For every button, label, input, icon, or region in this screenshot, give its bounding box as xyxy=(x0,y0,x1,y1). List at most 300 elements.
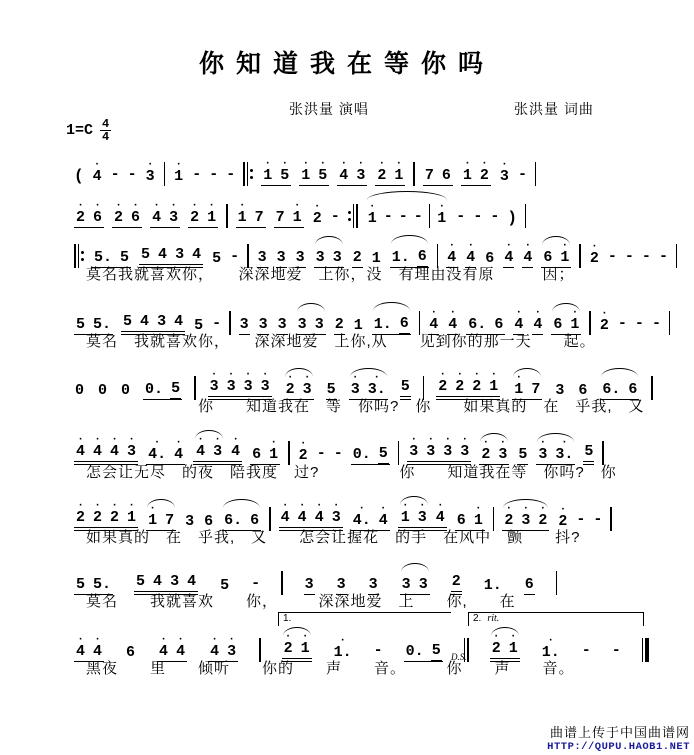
repeat-dot xyxy=(348,211,351,214)
slur-arc xyxy=(283,627,311,636)
repeat-dot xyxy=(250,176,253,179)
note: 5 xyxy=(518,446,528,463)
note: · 2 xyxy=(479,158,489,184)
note: 3 xyxy=(332,249,342,266)
note: 4 xyxy=(158,246,168,263)
barline-stroke xyxy=(669,311,671,335)
lyric-line-9: 黑夜 里 倾听 你的 声 音。 你 声 音。 xyxy=(86,660,575,677)
note: 6 xyxy=(485,250,495,267)
notation-line-1 xyxy=(74,152,536,186)
note: 6 xyxy=(126,644,136,661)
repeat-dot xyxy=(81,258,84,261)
note: · 6 xyxy=(93,200,103,226)
barline-stroke xyxy=(413,162,415,186)
beam-group xyxy=(375,158,405,186)
barline xyxy=(413,162,415,186)
octave-dot: · xyxy=(175,437,182,449)
note: · 3 xyxy=(498,437,508,463)
note: · 5 xyxy=(280,158,290,184)
note: · 1 xyxy=(394,158,404,184)
note: · 3 xyxy=(460,434,470,460)
octave-dot: · xyxy=(94,500,101,512)
slur-arc xyxy=(367,191,448,200)
note: 5 xyxy=(400,378,411,400)
octave-dot: · xyxy=(132,200,139,212)
note: 5 xyxy=(136,573,146,590)
site-name: 曲谱上传于中国曲谱网 xyxy=(549,725,690,740)
octave-dot: · xyxy=(299,438,307,450)
note: 6 xyxy=(252,446,262,463)
note: · 3 xyxy=(243,369,253,395)
octave-dot: · xyxy=(232,434,239,446)
note: · 3 xyxy=(499,159,509,185)
octave-dot: · xyxy=(505,503,513,515)
note: 5 xyxy=(76,576,86,593)
note: · 4 xyxy=(196,434,206,460)
note: · 2 xyxy=(190,200,200,226)
slur-arc xyxy=(373,302,410,311)
note: · 4 xyxy=(466,240,476,266)
note: · 2 xyxy=(491,631,501,657)
note: · 3 xyxy=(443,434,453,460)
octave-dot: · xyxy=(111,434,118,446)
repeat-dot xyxy=(348,218,351,221)
barline xyxy=(164,162,166,186)
octave-dot: · xyxy=(559,504,567,516)
barline xyxy=(226,204,228,228)
slur-arc xyxy=(350,368,387,377)
octave-dot: · xyxy=(438,201,446,213)
duration-dash: - xyxy=(127,166,137,183)
volta-1-label: 1. xyxy=(283,613,292,624)
note: · 1 xyxy=(570,307,580,333)
repeat-dot xyxy=(250,169,253,172)
octave-dot: · xyxy=(357,158,365,170)
note: 4 xyxy=(174,313,184,330)
note: 3 xyxy=(277,316,287,333)
note: · 3 xyxy=(227,634,237,660)
duration-dash: - xyxy=(330,208,340,225)
octave-dot: · xyxy=(449,307,457,319)
note: 5 xyxy=(583,443,594,465)
octave-dot: · xyxy=(534,307,542,319)
note: 3 xyxy=(175,246,185,263)
octave-dot: · xyxy=(481,158,488,170)
note: 3 xyxy=(401,576,411,593)
site-url: HTTP://QUPU.HAOB1.NET xyxy=(547,741,690,753)
barline-stroke xyxy=(243,162,245,186)
duration-dash: - xyxy=(607,248,617,265)
beam-group xyxy=(299,158,329,186)
barline-stroke xyxy=(525,204,527,228)
note: · 4 xyxy=(435,500,445,526)
note: 4 xyxy=(192,246,202,263)
note: · 1 xyxy=(462,158,472,184)
page-title: 你知道我在等你吗 xyxy=(198,51,495,78)
note: · 4 xyxy=(76,434,86,460)
beam-group xyxy=(261,158,291,186)
note: · 4 xyxy=(280,500,290,526)
note: · 4 xyxy=(92,159,102,185)
note: 7 xyxy=(424,167,434,184)
octave-dot: · xyxy=(77,200,84,212)
meter-bottom: 4 xyxy=(102,130,110,144)
octave-dot: · xyxy=(591,241,598,253)
octave-dot: · xyxy=(430,307,438,319)
beam-group xyxy=(74,200,104,228)
note: · 4 xyxy=(378,503,388,529)
slur-arc xyxy=(552,303,580,312)
composer-credit: 张洪量 词曲 xyxy=(514,101,594,117)
octave-dot: · xyxy=(281,500,289,512)
note: · 2 xyxy=(558,504,568,530)
barline-stroke xyxy=(610,507,612,531)
note: 3 xyxy=(555,382,565,399)
note: 5. xyxy=(94,249,113,266)
lyric-line-7: 如果真的 在 乎我, 又 怎会让握花 的手 在风中 颤 抖? xyxy=(86,529,581,546)
duration-dash: - xyxy=(593,511,603,528)
note: · 4 xyxy=(339,158,349,184)
note: · 4 xyxy=(152,200,162,226)
octave-dot: · xyxy=(153,437,161,449)
note: · 3 xyxy=(226,369,236,395)
note: · 2 xyxy=(114,200,124,226)
slur-arc xyxy=(297,303,325,312)
note: 1 xyxy=(353,317,363,334)
note: 3 xyxy=(368,576,378,593)
note: · 3 xyxy=(350,372,360,398)
octave-dot: · xyxy=(313,201,321,213)
note: · 4 xyxy=(176,634,186,660)
octave-dot: · xyxy=(539,503,547,515)
note: 6 xyxy=(250,512,260,529)
beam-group xyxy=(112,200,142,228)
note: 3 xyxy=(185,513,195,530)
octave-dot: · xyxy=(319,158,327,170)
octave-dot: · xyxy=(464,158,471,170)
slur-arc xyxy=(601,368,638,377)
note: · 4 xyxy=(447,240,457,266)
beam-group xyxy=(274,200,304,228)
note: 3 xyxy=(336,576,346,593)
barline-stroke xyxy=(676,244,678,268)
slur-arc xyxy=(480,433,508,442)
octave-dot: · xyxy=(149,503,156,515)
duration-dash: - xyxy=(624,248,634,265)
octave-dot: · xyxy=(298,500,306,512)
note: · 4 xyxy=(314,500,324,526)
note: 5. xyxy=(93,316,112,333)
note: 5 xyxy=(431,642,441,659)
note: 6 xyxy=(399,315,409,332)
rit-mark: rit. xyxy=(487,613,500,624)
note: 5 xyxy=(76,316,86,333)
octave-dot: · xyxy=(93,159,101,171)
note: · 3. xyxy=(555,437,574,463)
note: · 1. xyxy=(333,635,352,661)
note: · 1 xyxy=(301,158,311,184)
octave-dot: · xyxy=(94,434,101,446)
beam-group xyxy=(150,200,180,228)
octave-dot: · xyxy=(571,307,579,319)
duration-dash: - xyxy=(398,208,408,225)
octave-dot: · xyxy=(214,434,221,446)
repeat-dots xyxy=(250,163,253,185)
octave-dot: · xyxy=(439,369,447,381)
barline-stroke xyxy=(642,638,644,662)
octave-dot: · xyxy=(77,500,84,512)
slur-arc xyxy=(223,499,260,508)
note: 5 xyxy=(378,445,388,462)
octave-dot: · xyxy=(501,159,508,171)
octave-dot: · xyxy=(339,635,346,647)
note: · 2 xyxy=(285,372,295,398)
duration-dash: - xyxy=(581,642,591,659)
octave-dot: · xyxy=(436,500,444,512)
note: 6 xyxy=(524,576,534,593)
octave-dot: · xyxy=(461,434,469,446)
barline-stroke xyxy=(651,376,653,400)
slur-arc xyxy=(542,236,570,245)
note: 3 xyxy=(276,249,286,266)
note: · 2 xyxy=(93,500,103,526)
note: 5 xyxy=(171,380,181,397)
octave-dot: · xyxy=(368,201,376,213)
note: · 1 xyxy=(207,200,217,226)
lyric-line-8: 莫名 我就喜欢 你， 深深地爱 上 你, 在 xyxy=(86,593,516,610)
note: · 2 xyxy=(538,503,548,529)
note: · 1 xyxy=(514,372,524,398)
octave-dot: · xyxy=(539,437,547,449)
barline-stroke xyxy=(247,162,249,186)
note: 6. xyxy=(224,512,243,529)
octave-dot: · xyxy=(522,503,530,515)
volta-1-bracket xyxy=(278,612,451,626)
note: · 2 xyxy=(438,369,448,395)
note: · 5 xyxy=(318,158,328,184)
octave-dot: · xyxy=(94,200,101,212)
note: · 4 xyxy=(297,500,307,526)
note: 6 xyxy=(494,316,504,333)
barline-stroke xyxy=(356,204,358,228)
duration-dash: - xyxy=(251,575,261,592)
barline xyxy=(651,376,653,400)
footer xyxy=(547,722,690,753)
note: · 1 xyxy=(148,503,158,529)
barline xyxy=(642,638,650,662)
note: · 1 xyxy=(367,201,377,227)
barline xyxy=(676,244,678,268)
note: 6 xyxy=(543,249,553,266)
ds-mark: D.S. xyxy=(451,652,467,662)
octave-dot: · xyxy=(238,200,246,212)
note: · 1 xyxy=(508,631,518,657)
duration-dash: - xyxy=(413,208,423,225)
note: · 2 xyxy=(589,241,599,267)
note: · 4 xyxy=(210,634,220,660)
barline xyxy=(74,244,84,268)
octave-dot: · xyxy=(456,369,464,381)
duration-dash: - xyxy=(473,208,483,225)
duration-dash: - xyxy=(383,208,393,225)
barline-stroke xyxy=(579,244,581,268)
note: · 3 xyxy=(356,158,366,184)
note: 2 xyxy=(352,249,362,266)
repeat-dots xyxy=(81,245,84,267)
octave-dot: · xyxy=(401,500,409,512)
lyric-line-6: 怎会让无尽 的夜 陪我度 过? 你 知道我在等 你吗? 你 xyxy=(86,464,617,481)
slur-arc xyxy=(400,496,428,505)
phrase-paren: ) xyxy=(507,209,517,227)
note: · 3 xyxy=(260,369,270,395)
beam-group xyxy=(188,200,218,228)
note: · 3 xyxy=(538,437,548,463)
note: · 4 xyxy=(514,307,524,333)
note: 3 xyxy=(304,576,314,593)
octave-dot: · xyxy=(448,240,456,252)
note: 5 xyxy=(141,246,151,263)
note: 3 xyxy=(257,249,267,266)
note: · 4 xyxy=(93,434,103,460)
barline-stroke xyxy=(164,162,166,186)
note: 7 xyxy=(165,512,175,529)
octave-dot: · xyxy=(244,369,252,381)
note: · 2 xyxy=(599,308,609,334)
barline xyxy=(610,507,612,531)
duration-dash: - xyxy=(230,248,240,265)
octave-dot: · xyxy=(601,308,608,320)
octave-dot: · xyxy=(332,500,340,512)
octave-dot: · xyxy=(191,200,198,212)
barline xyxy=(525,204,527,228)
duration-dash: - xyxy=(617,315,627,332)
duration-dash: - xyxy=(226,166,236,183)
lyric-line-4: 莫名 我就喜欢你， 深深地爱 上你,从 见到你的那一天 起。 xyxy=(86,333,596,350)
note: · 4 xyxy=(159,634,169,660)
note: · 4. xyxy=(352,503,371,529)
notation-line-2 xyxy=(74,194,526,228)
note: 7 xyxy=(254,209,264,226)
note: · 3 xyxy=(209,369,219,395)
note: 1. xyxy=(483,577,502,594)
octave-dot: · xyxy=(561,437,568,449)
note: 6 xyxy=(204,513,214,530)
note: 3 xyxy=(314,316,324,333)
note: · 1 xyxy=(300,631,310,657)
note: · 2 xyxy=(76,500,86,526)
slur-arc xyxy=(147,499,175,508)
note: 3 xyxy=(170,573,180,590)
octave-dot: · xyxy=(379,503,387,515)
note: · 4 xyxy=(174,437,184,463)
note: · 1 xyxy=(400,500,410,526)
octave-dot: · xyxy=(358,503,366,515)
beam-group xyxy=(194,434,224,461)
barline-stroke xyxy=(353,204,355,228)
octave-dot: · xyxy=(499,437,507,449)
barline xyxy=(429,204,431,228)
octave-dot: · xyxy=(492,631,500,643)
note: · 1 xyxy=(560,240,570,266)
note: 0 xyxy=(121,382,131,399)
note: · 2 xyxy=(110,500,120,526)
note: · 2 xyxy=(504,503,514,529)
note: · 3 xyxy=(417,500,427,526)
note: · 4 xyxy=(429,307,439,333)
slur-arc xyxy=(537,433,574,442)
note: · 3. xyxy=(367,372,386,398)
note: 1. xyxy=(391,249,410,266)
octave-dot: · xyxy=(524,240,532,252)
note: · 3 xyxy=(426,434,436,460)
slur-arc xyxy=(401,563,429,572)
duration-dash: - xyxy=(212,315,222,332)
note: · 3 xyxy=(213,434,223,460)
slur-arc xyxy=(195,430,223,439)
slur-arc xyxy=(315,236,343,245)
octave-dot: · xyxy=(128,500,135,512)
duration-dash: - xyxy=(651,315,661,332)
octave-dot: · xyxy=(146,159,154,171)
octave-dot: · xyxy=(467,240,475,252)
barline xyxy=(556,571,558,595)
note: · 4 xyxy=(93,634,103,660)
octave-dot: · xyxy=(515,372,523,384)
note: · 4 xyxy=(504,240,514,266)
note: 0 xyxy=(75,382,85,399)
beam-group xyxy=(461,158,491,186)
note: · 4 xyxy=(110,434,120,460)
octave-dot: · xyxy=(515,307,523,319)
slur-arc xyxy=(491,627,519,636)
note: 4 xyxy=(187,573,197,590)
note: 3 xyxy=(239,316,249,333)
note: · 2 xyxy=(312,201,322,227)
duration-dash: - xyxy=(316,445,326,462)
octave-dot: · xyxy=(505,240,513,252)
octave-dot: · xyxy=(77,434,84,446)
repeat-dot xyxy=(81,251,84,254)
octave-dot: · xyxy=(197,434,204,446)
note: · 3 xyxy=(127,434,137,460)
octave-dot: · xyxy=(340,158,348,170)
note: · 2 xyxy=(283,631,293,657)
duration-dash: - xyxy=(456,208,466,225)
note: 6 xyxy=(628,381,638,398)
slur-arc xyxy=(391,235,428,244)
octave-dot: · xyxy=(270,437,277,449)
octave-dot: · xyxy=(373,372,381,384)
note: · 3 xyxy=(409,434,419,460)
note: 0 xyxy=(98,382,108,399)
note: · 1 xyxy=(292,200,302,226)
octave-dot: · xyxy=(547,635,555,647)
octave-dot: · xyxy=(293,200,301,212)
note: · 4 xyxy=(523,240,533,266)
duration-dash: - xyxy=(634,315,644,332)
barline-stroke xyxy=(556,571,558,595)
note: · 2 xyxy=(472,369,482,395)
octave-dot: · xyxy=(77,634,84,646)
slur-arc xyxy=(513,368,541,377)
octave-dot: · xyxy=(301,631,309,643)
note: · 3 xyxy=(169,200,179,226)
note: · 4 xyxy=(448,307,458,333)
octave-dot: · xyxy=(170,200,177,212)
duration-dash: - xyxy=(192,166,202,183)
note: · 1. xyxy=(541,635,560,661)
barline-stroke xyxy=(226,204,228,228)
